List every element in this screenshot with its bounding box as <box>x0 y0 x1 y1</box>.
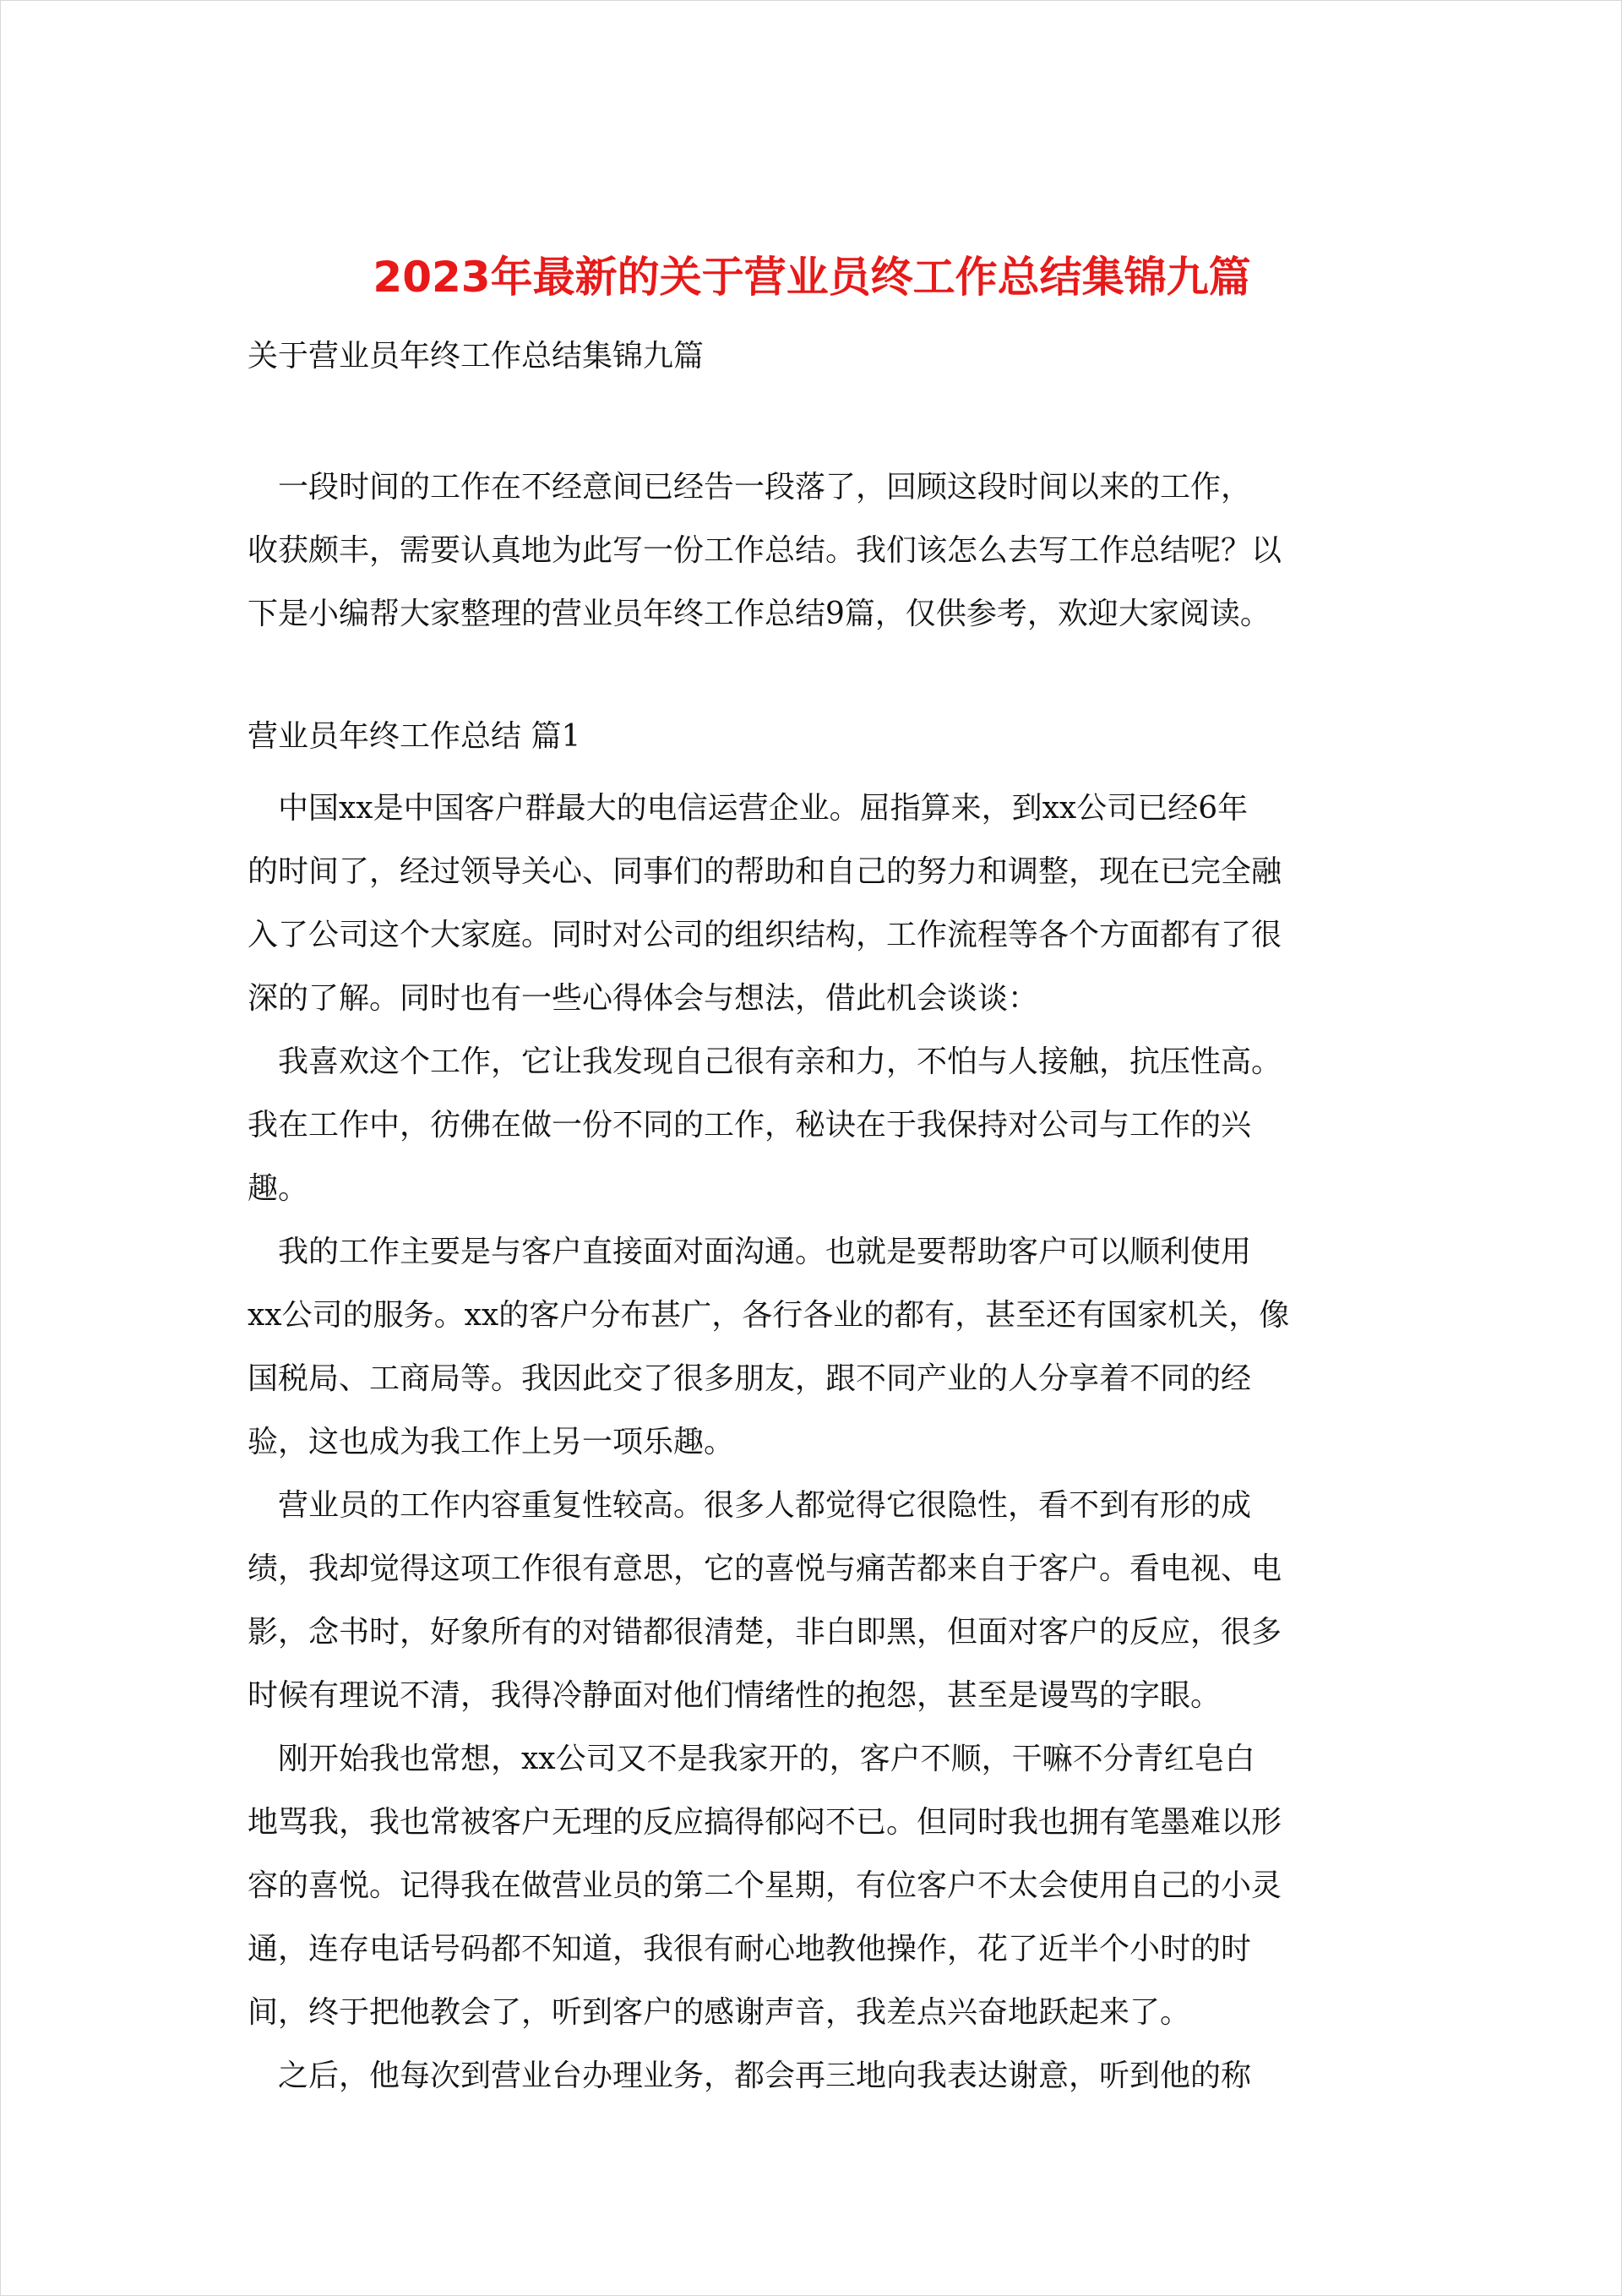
intro-paragraph <box>248 455 1380 646</box>
intro-line: 下是小编帮大家整理的营业员年终工作总结9篇，仅供参考，欢迎大家阅读。 <box>248 597 1271 631</box>
body-line: 我在工作中，彷佛在做一份不同的工作，秘诀在于我保持对公司与工作的兴 <box>248 1108 1252 1143</box>
intro-line: 一段时间的工作在不经意间已经告一段落了，回顾这段时间以来的工作， <box>248 470 1252 504</box>
document-subtitle: 关于营业员年终工作总结集锦九篇 <box>248 339 705 374</box>
body-line: 影，念书时，好象所有的对错都很清楚，非白即黑，但面对客户的反应，很多 <box>248 1615 1282 1650</box>
body-line: 间，终于把他教会了，听到客户的感谢声音，我差点兴奋地跃起来了。 <box>248 1995 1191 2030</box>
body-line: xx公司的服务。xx的客户分布甚广，各行各业的都有，甚至还有国家机关，像 <box>248 1298 1290 1333</box>
body-line: 绩，我却觉得这项工作很有意思，它的喜悦与痛苦都来自于客户。看电视、电 <box>248 1552 1282 1586</box>
body-line: 中国xx是中国客户群最大的电信运营企业。屈指算来，到xx公司已经6年 <box>248 791 1249 826</box>
body-line: 之后，他每次到营业台办理业务，都会再三地向我表达谢意，听到他的称 <box>248 2059 1252 2093</box>
body-line: 深的了解。同时也有一些心得体会与想法，借此机会谈谈： <box>248 981 1039 1016</box>
body-line: 验，这也成为我工作上另一项乐趣。 <box>248 1425 735 1459</box>
body-line: 刚开始我也常想，xx公司又不是我家开的，客户不顺，干嘛不分青红皂白 <box>248 1742 1255 1776</box>
body-line: 地骂我，我也常被客户无理的反应搞得郁闷不已。但同时我也拥有笔墨难以形 <box>248 1805 1282 1840</box>
body-line: 时候有理说不清，我得冷静面对他们情绪性的抱怨，甚至是谩骂的字眼。 <box>248 1678 1222 1713</box>
body-line: 营业员的工作内容重复性较高。很多人都觉得它很隐性，看不到有形的成 <box>248 1488 1252 1523</box>
body-line: 的时间了，经过领导关心、同事们的帮助和自己的努力和调整，现在已完全融 <box>248 854 1282 889</box>
intro-line: 收获颇丰，需要认真地为此写一份工作总结。我们该怎么去写工作总结呢？以 <box>248 533 1282 568</box>
body-line: 趣。 <box>248 1171 309 1206</box>
document-title: 2023年最新的关于营业员终工作总结集锦九篇 <box>373 253 1251 302</box>
body-line: 通，连存电话号码都不知道，我很有耐心地教他操作，花了近半个小时的时 <box>248 1932 1252 1966</box>
body-line: 入了公司这个大家庭。同时对公司的组织结构，工作流程等各个方面都有了很 <box>248 918 1282 952</box>
body-line: 我的工作主要是与客户直接面对面沟通。也就是要帮助客户可以顺利使用 <box>248 1235 1252 1269</box>
body-line: 国税局、工商局等。我因此交了很多朋友，跟不同产业的人分享着不同的经 <box>248 1361 1252 1396</box>
section-body <box>248 777 1380 2108</box>
body-line: 我喜欢这个工作，它让我发现自己很有亲和力，不怕与人接触，抗压性高。 <box>248 1044 1282 1079</box>
body-line: 容的喜悦。记得我在做营业员的第二个星期，有位客户不太会使用自己的小灵 <box>248 1868 1282 1903</box>
section-heading: 营业员年终工作总结 篇1 <box>248 719 581 754</box>
